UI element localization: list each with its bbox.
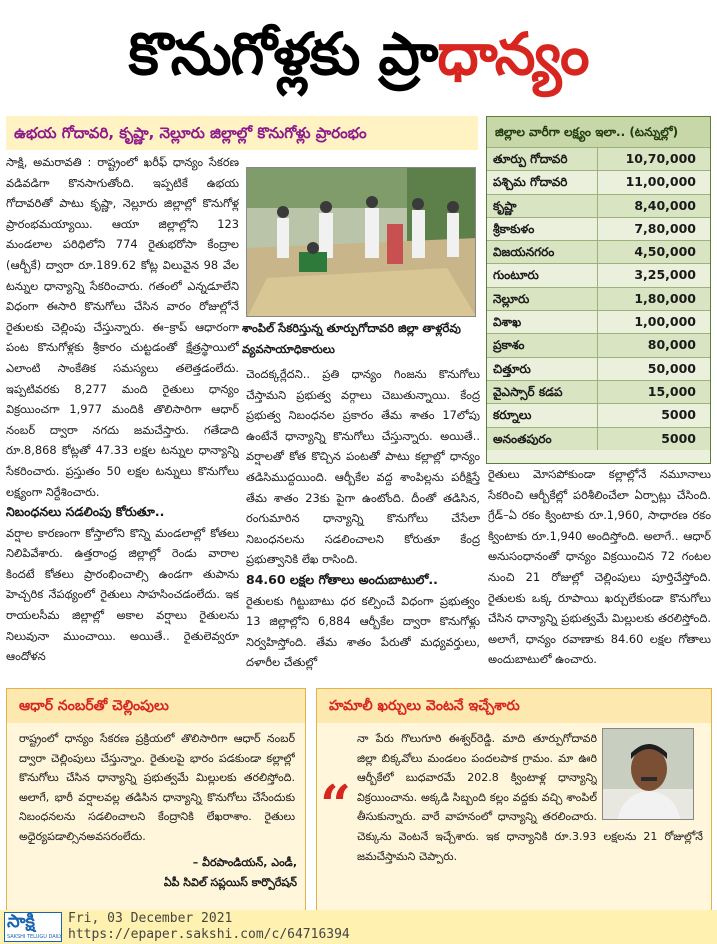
table-row bbox=[487, 217, 710, 240]
district-name: విశాఖ bbox=[493, 315, 522, 330]
print-date: Fri, 03 December 2021 bbox=[68, 911, 233, 926]
table-row bbox=[487, 427, 710, 450]
quote-mark-icon: “ bbox=[320, 773, 352, 837]
district-name: కర్నూలు bbox=[493, 408, 532, 423]
box-left-heading: ఆధార్ నంబర్‌తో చెల్లింపులు bbox=[7, 689, 305, 723]
person-portrait-illustration bbox=[603, 729, 694, 820]
box-right-text-top: నా పేరు గొలుగూరి ఈశ్వర్‌రెడ్డి. మాది తూర్పుగోదావరి జిల్లా బిక్కవోలు మండలం పందలపాక గ్రామం. మా ఊరి ఆర్బీకేలో బుధవారమే 202.8 క్వింటాళ్ల ధాన్యాన్ని విక్రయించాను. అక్కడి సిబ్బంది కల్లం వద్దకు వచ్చి శాంపిల్ తీసుకున్నారు. వారే వాహనంలో ధాన్యాన్ని తరలించారు. bbox=[357, 732, 597, 824]
district-name: గుంటూరు bbox=[493, 268, 539, 283]
target-value: 11,00,000 bbox=[597, 171, 710, 193]
table-row bbox=[487, 194, 710, 217]
news-photo bbox=[246, 167, 476, 317]
signature-org: ఏపీ సివిల్ సప్లయిస్ కార్పొరేషన్ bbox=[163, 876, 297, 889]
col1-subheading: నిబంధనలు సడలింపు కోరుతూ.. bbox=[6, 504, 165, 520]
district-target-table bbox=[486, 116, 711, 464]
district-name: విజయనగరం bbox=[493, 245, 555, 260]
district-name: కృష్ణా bbox=[493, 198, 517, 213]
col2-subheading: 84.60 లక్షల గోతాలు అందుబాటులో.. bbox=[246, 571, 438, 587]
article-subhead: ఉభయ గోదావరి, కృష్ణా, నెల్లూరు జిల్లాల్లో కొనుగోళ్లు ప్రారంభం bbox=[6, 116, 478, 150]
box-left-text: రాష్ట్రంలో ధాన్యం సేకరణ ప్రక్రియలో తొలిసారిగా ఆధార్ నంబర్ ద్వారా చెల్లింపులు చేస్తున్నాం. రైతులపై భారం పడకుండా కల్లాల్లో కొనుగోలు చేసిన ధాన్యాన్ని ప్రభుత్వమే మిల్లులకు తరలిస్తోంది. అలాగే, భారీ వర్షాలవల్ల తడిసిన ధాన్యాన్ని కొనుగోలు చేసేందుకు నిబంధనలను సడలించాలని కేంద్రానికి లేఖరాశాం. రైతులు అధైర్యపడాల్సినఅవసరంలేదు. bbox=[19, 732, 295, 843]
target-value: 50,000 bbox=[597, 358, 710, 380]
target-value: 4,50,000 bbox=[597, 241, 710, 263]
table-body bbox=[487, 147, 710, 450]
target-value: 5000 bbox=[597, 404, 710, 426]
district-name: నెల్లూరు bbox=[493, 291, 530, 306]
district-name: పశ్చిమ గోదావరి bbox=[493, 175, 568, 190]
logo-text: సాక్షి bbox=[7, 911, 35, 932]
table-row bbox=[487, 310, 710, 333]
box-right-text-continued: చెక్కును వెంటనే ఇచ్చేశారు. ఇక ధాన్యానికి రూ.3.93 లక్షలను 21 రోజుల్లోనే జమచేస్తామని చెప్పారు. bbox=[357, 829, 703, 863]
target-value: 80,000 bbox=[597, 334, 710, 356]
district-name: ప్రకాశం bbox=[493, 338, 525, 353]
article-column-3 bbox=[488, 464, 711, 688]
farmer-portrait bbox=[602, 728, 694, 820]
signature-name: – వీరపాండియన్, ఎండీ, bbox=[192, 856, 297, 869]
target-value: 10,70,000 bbox=[597, 148, 710, 170]
table-row bbox=[487, 287, 710, 310]
target-value: 8,40,000 bbox=[597, 195, 710, 217]
table-row bbox=[487, 333, 710, 356]
box-right-text-bottom bbox=[357, 827, 703, 907]
photo-caption: శాంపిల్ సేకరిస్తున్న తూర్పుగోదావరి జిల్లా తాళ్లరేవు వ్యవసాయాధికారులు bbox=[242, 321, 461, 356]
district-name: అనంతపురం bbox=[493, 431, 552, 446]
district-name: తూర్పు గోదావరి bbox=[493, 152, 568, 166]
target-value: 3,25,000 bbox=[597, 264, 710, 286]
col1-paragraph-1: సాక్షి, అమరావతి : రాష్ట్రంలో ఖరీఫ్ ధాన్యం సేకరణ వడివడిగా కొనసాగుతోంది. ఇప్పటికే ఉభయ గోదావరితో పాటు కృష్ణా, నెల్లూరు జిల్లాల్లో కొనుగోళ్ల ప్రారంభమయ్యాయి. ఆయా జిల్లాల్లోని 123 మండలాల పరిధిలోని 774 రైతుభరోసా కేంద్రాల (ఆర్బీకే) ద్వారా రూ.189.62 కోట్ల విలువైన 98 వేల టన్నుల ధాన్యాన్ని సేకరించారు. గతంలో ఎన్నడూలేని విధంగా ఈసారి కొనుగోలు చేసిన వారం రోజుల్లోనే రైతులకు చెల్లింపు చేస్తున్నారు. ఈ–క్రాప్ ఆధారంగా పంట కొనుగోళ్లకు శ్రీకారం చుట్టడంతో క్షేత్రస్థాయిలో ఎలాంటి సాంకేతిక సమస్యలు తలెత్తడంలేదు. ఇప్పటివరకు 8,277 మంది రైతులు ధాన్యం విక్రయించగా 1,977 మందికి తొలిసారిగా ఆధార్ నంబర్ ద్వారా నగదు జమచేస్తారు. గతేడాది రూ.8,868 కోట్లతో 47.33 లక్షల టన్నుల ధాన్యాన్ని సేకరించారు. ప్రస్తుతం 50 లక్షల టన్నులు కొనుగోలు లక్ష్యంగా నిర్దేశించారు. bbox=[6, 155, 239, 499]
district-name: వైఎస్సార్ కడప bbox=[493, 384, 563, 399]
table-row bbox=[487, 263, 710, 286]
target-value: 1,00,000 bbox=[597, 311, 710, 333]
table-row bbox=[487, 170, 710, 193]
table-row bbox=[487, 403, 710, 426]
target-value: 7,80,000 bbox=[597, 218, 710, 240]
col2-paragraph-1: చెందక్కర్లేదని.. ప్రతి ధాన్యం గింజను కొనుగోలు చేస్తామని ప్రభుత్వ వర్గాలు చెబుతున్నాయి. కేంద్ర ప్రభుత్వ నిబంధనల ప్రకారం తేమ శాతం 17లోపు ఉంటేనే ధాన్యాన్ని కొనుగోలు చేస్తున్నారు. అయితే.. వర్షాలతో కోత కొచ్చిన పంటతో పాటు కల్లాల్లో ధాన్యం తడిసిముద్దయింది. ఆర్బీకేల వద్ద శాంపిల్లను పరీక్షిస్తే తేమ శాతం 23కు పైగా ఉంటోంది. దీంతో తడిసిన, రంగుమారిన ధాన్యాన్ని కొనుగోలు చేసేలా నిబంధనలను సడలించాలని కోరుతూ కేంద్ర ప్రభుత్వానికి లేఖ రాసింది. bbox=[246, 367, 480, 567]
target-value: 15,000 bbox=[597, 381, 710, 403]
table-row bbox=[487, 147, 710, 170]
headline-part1: కొనుగోళ్లకు ప్రా bbox=[128, 20, 438, 88]
article-column-2 bbox=[246, 364, 480, 688]
col2-paragraph-2: రైతులకు గిట్టుబాటు ధర కల్పించే విధంగా ప్రభుత్వం 13 జిల్లాల్లోని 6,884 ఆర్బీకేల ద్వారా కొనుగోళ్లు నిర్వహిస్తోంది. తేమ శాతం పేరుతో మధ్యవర్తులు, దళారీల చేతుల్లో bbox=[246, 593, 480, 670]
district-name: చిత్తూరు bbox=[493, 361, 531, 376]
target-value: 1,80,000 bbox=[597, 288, 710, 310]
col3-paragraph-1: రైతులు మోసపోకుండా కల్లాల్లోనే నమూనాలు సేకరించి ఆర్బీకేల్లో పరిశీలించేలా ఏర్పాట్లు చేసింది. గ్రేడ్–ఏ రకం క్వింటాకు రూ.1,960, సాధారణ రకం క్వింటాకు రూ.1,940 అందిస్తోంది. అలాగే.. ఆధార్ అనుసంధానంతో ధాన్యం విక్రయించిన 72 గంటల నుంచి 21 రోజుల్లో చెల్లింపులు పూర్తిచేస్తోంది. రైతులకు ఒక్క రూపాయి ఖర్చులేకుండా కొనుగోలు చేసిన ధాన్యాన్ని ప్రభుత్వమే మిల్లులకు తరలిస్తోంది. అలాగే, ధాన్యం రవాణాకు 84.60 లక్షల గోతాలు అందుబాటులో ఉంచారు. bbox=[488, 467, 711, 667]
target-value: 5000 bbox=[597, 428, 710, 450]
quote-box-official bbox=[6, 688, 306, 912]
headline-part2: ధాన్యం bbox=[437, 20, 589, 88]
district-name: శ్రీకాకుళం bbox=[493, 221, 535, 236]
logo-subtext: SAKSHI TELUGU DAILY bbox=[7, 934, 63, 940]
farm-photo-illustration bbox=[247, 168, 476, 317]
col1-paragraph-2: వర్షాల కారణంగా కోస్తాలోని కొన్ని మండలాల్లో కోతలు నిలిపివేశారు. ఉత్తరాంధ్ర జిల్లాల్లో రెండు వారాల కిందటే కోతలు ప్రారంభించాల్సి ఉండగా తుపాను హెచ్చరిక నేపథ్యంలో రైతులు సాహసించడంలేదు. ఇక రాయలసీమ జిల్లాల్లో అకాల వర్షాలు రైతులను నిలువునా ముంచాయి. అయితే.. రైతులెవ్వరూ ఆందోళన bbox=[6, 525, 239, 664]
page-headline bbox=[0, 0, 717, 108]
box-right-heading: హమాలీ ఖర్చులు వెంటనే ఇచ్చేశారు bbox=[317, 689, 711, 723]
table-title: జిల్లాల వారీగా లక్ష్యం ఇలా.. (టన్నుల్లో) bbox=[487, 117, 710, 147]
article-column-1 bbox=[6, 152, 239, 688]
table-row bbox=[487, 240, 710, 263]
sakshi-logo bbox=[4, 912, 62, 942]
epaper-url[interactable]: https://epaper.sakshi.com/c/64716394 bbox=[68, 927, 350, 942]
table-row bbox=[487, 357, 710, 380]
table-row bbox=[487, 380, 710, 403]
